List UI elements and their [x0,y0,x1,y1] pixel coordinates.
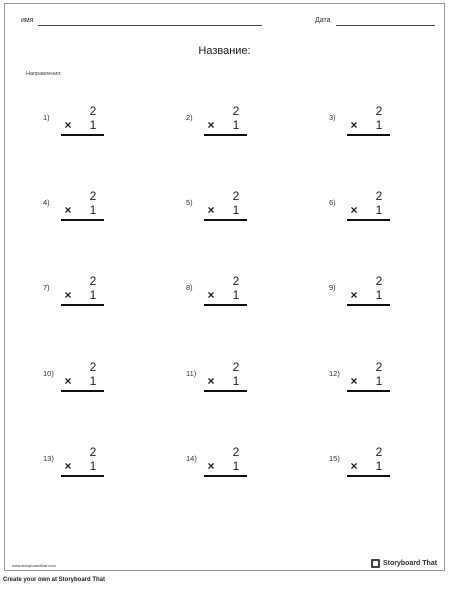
bottom-operand: 1 [375,459,383,473]
problem-2 [186,104,276,144]
answer-line [61,219,104,221]
answer-line [61,134,104,136]
multiply-sign: × [64,203,72,217]
multiply-sign: × [350,459,358,473]
multiply-sign: × [64,118,72,132]
top-operand: 2 [232,360,240,374]
top-operand: 2 [375,104,383,118]
multiply-sign: × [350,374,358,388]
multiply-sign: × [207,459,215,473]
bottom-operand: 1 [375,203,383,217]
problem-number: 14) [186,454,197,463]
problem-6 [329,189,419,229]
bottom-operand: 1 [89,288,97,302]
top-operand: 2 [89,360,97,374]
multiply-sign: × [207,118,215,132]
multiply-sign: × [207,203,215,217]
problem-number: 9) [329,283,336,292]
logo-text: Storyboard That [383,560,438,567]
bottom-operand: 1 [375,374,383,388]
problem-number: 6) [329,198,336,207]
multiply-sign: × [350,118,358,132]
top-operand: 2 [232,445,240,459]
bottom-operand: 1 [232,203,240,217]
multiply-sign: × [350,203,358,217]
answer-line [204,390,247,392]
worksheet-page [4,3,445,571]
directions-label: Направления: [26,71,62,77]
problem-14 [186,445,276,485]
problem-13 [43,445,133,485]
footer-url: www.storyboardthat.com [12,563,56,568]
problem-7 [43,274,133,314]
multiply-sign: × [64,374,72,388]
answer-line [347,390,390,392]
date-label: Дата [315,17,331,24]
bottom-operand: 1 [89,203,97,217]
top-operand: 2 [375,360,383,374]
problem-grid [5,4,444,570]
problem-11 [186,360,276,400]
problem-4 [43,189,133,229]
top-operand: 2 [89,104,97,118]
top-operand: 2 [232,274,240,288]
answer-line [61,304,104,306]
top-operand: 2 [232,104,240,118]
bottom-operand: 1 [375,118,383,132]
answer-line [204,219,247,221]
problem-number: 1) [43,113,50,122]
create-your-own-link[interactable]: Create your own at Storyboard That [3,577,106,583]
name-label: имя [21,17,34,24]
multiply-sign: × [350,288,358,302]
multiply-sign: × [64,459,72,473]
problem-number: 11) [186,369,197,378]
answer-line [204,134,247,136]
answer-line [204,475,247,477]
answer-line [204,304,247,306]
problem-number: 15) [329,454,340,463]
top-operand: 2 [232,189,240,203]
answer-line [347,134,390,136]
problem-number: 4) [43,198,50,207]
bottom-operand: 1 [232,374,240,388]
answer-line [61,475,104,477]
problem-3 [329,104,419,144]
multiply-sign: × [207,374,215,388]
top-operand: 2 [89,189,97,203]
problem-number: 3) [329,113,336,122]
problem-12 [329,360,419,400]
bottom-operand: 1 [375,288,383,302]
bottom-operand: 1 [232,118,240,132]
answer-line [347,475,390,477]
problem-number: 12) [329,369,340,378]
problem-1 [43,104,133,144]
problem-5 [186,189,276,229]
bottom-operand: 1 [89,118,97,132]
top-operand: 2 [89,445,97,459]
problem-8 [186,274,276,314]
problem-number: 8) [186,283,193,292]
problem-number: 10) [43,369,54,378]
problem-number: 2) [186,113,193,122]
answer-line [61,390,104,392]
problem-15 [329,445,419,485]
problem-number: 7) [43,283,50,292]
problem-9 [329,274,419,314]
bottom-operand: 1 [232,288,240,302]
bottom-operand: 1 [232,459,240,473]
storyboard-logo-icon [371,559,380,568]
top-operand: 2 [375,274,383,288]
top-operand: 2 [89,274,97,288]
bottom-operand: 1 [89,374,97,388]
problem-10 [43,360,133,400]
answer-line [347,304,390,306]
multiply-sign: × [64,288,72,302]
bottom-operand: 1 [89,459,97,473]
answer-line [347,219,390,221]
top-operand: 2 [375,445,383,459]
page-title: Название: [198,45,251,57]
problem-number: 5) [186,198,193,207]
multiply-sign: × [207,288,215,302]
top-operand: 2 [375,189,383,203]
storyboardthat-logo [371,559,437,568]
problem-number: 13) [43,454,54,463]
